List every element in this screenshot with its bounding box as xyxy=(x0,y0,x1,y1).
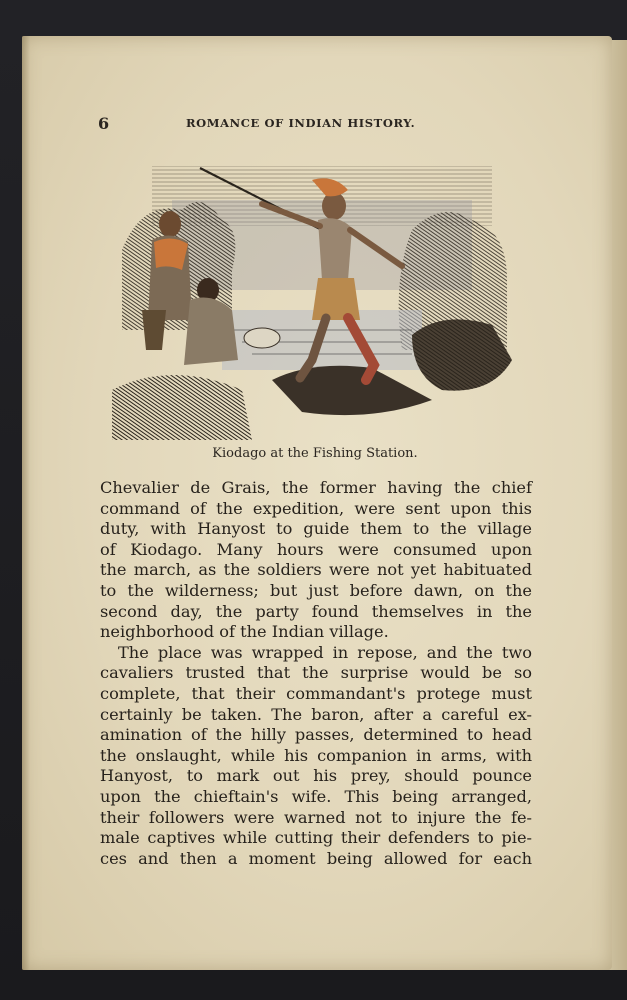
page-number: 6 xyxy=(98,114,110,133)
spearman-torso xyxy=(318,218,352,280)
woodcut-illustration xyxy=(112,160,520,440)
text-line: cavaliers trusted that the surprise would be so xyxy=(100,663,532,683)
text-line: command of the expedition, were sent upon this xyxy=(100,498,532,518)
text-line: The place was wrapped in repose, and the two xyxy=(118,642,532,662)
page-gutter-shadow xyxy=(22,36,30,970)
rock-foreground xyxy=(272,366,432,415)
illustration-caption: Kiodago at the Fishing Station. xyxy=(212,446,418,461)
body-text xyxy=(100,478,532,869)
text-line: Chevalier de Grais, the former having the chief xyxy=(100,478,532,497)
text-line: second day, the party found themselves in the xyxy=(100,601,532,621)
spearman-kilt xyxy=(312,278,360,320)
text-line: amination of the hilly passes, determined to head xyxy=(100,725,532,745)
text-line: the march, as the soldiers were not yet habituated xyxy=(100,560,532,580)
skull-rock xyxy=(244,328,280,348)
text-line: ces and then a moment being allowed for each xyxy=(100,848,532,868)
text-line: their followers were warned not to injure the fe- xyxy=(100,807,532,827)
text-line: male captives while cutting their defenders to pie- xyxy=(100,828,532,848)
text-line: of Kiodago. Many hours were consumed upon xyxy=(100,539,532,559)
text-line: neighborhood of the Indian village. xyxy=(100,622,389,642)
text-line: certainly be taken. The baron, after a careful ex- xyxy=(100,704,532,724)
spearman-head xyxy=(322,192,346,220)
text-line: Hanyost, to mark out his prey, should pounce xyxy=(100,766,532,786)
running-title: ROMANCE OF INDIAN HISTORY. xyxy=(186,116,416,130)
text-line: to the wilderness; but just before dawn, on the xyxy=(100,580,532,600)
text-line: duty, with Hanyost to guide them to the village xyxy=(100,519,532,539)
text-line: complete, that their commandant's protege must xyxy=(100,683,532,703)
text-line: the onslaught, while his companion in arms, with xyxy=(100,745,532,765)
text-line: upon the chieftain's wife. This being arranged, xyxy=(100,786,532,806)
basket xyxy=(142,310,166,350)
woman-standing-head xyxy=(159,211,181,237)
ground-left xyxy=(112,375,252,440)
woman-standing-shawl xyxy=(154,238,188,270)
